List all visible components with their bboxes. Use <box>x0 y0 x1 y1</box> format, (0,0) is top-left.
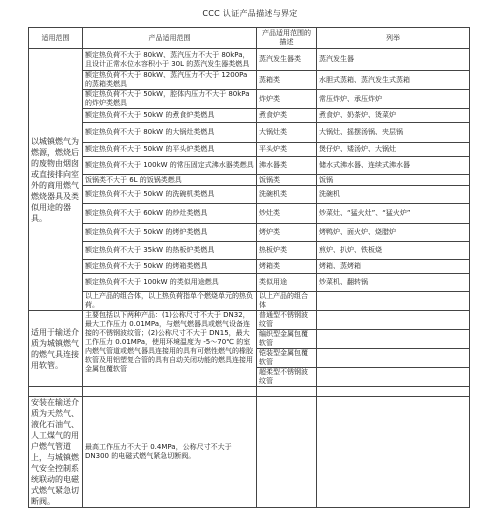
group2-ex-1 <box>317 330 470 349</box>
table-row <box>29 292 470 311</box>
group1-ex-2: 常压炸炉、承压炸炉 <box>317 90 470 109</box>
group1-desc-13: 类似用途 <box>257 274 317 292</box>
group1-range-6: 额定热负荷不大于 100kW 的常压固定式沸水器类燃具 <box>83 157 257 175</box>
table-row <box>29 49 470 71</box>
group2-scope: 适用于输送介质为城镇燃气的燃气具连接用软管。 <box>29 311 83 387</box>
header-examples: 列举 <box>317 28 470 49</box>
group1-range-9: 额定热负荷不大于 60kW 的炒灶类燃具 <box>83 204 257 224</box>
group1-desc-2: 炸炉类 <box>257 90 317 109</box>
group1-range-8: 额定热负荷不大于 50kW 的洗碗机类燃具 <box>83 186 257 204</box>
table-row <box>29 109 470 123</box>
table-row <box>29 157 470 175</box>
group1-ex-0: 蒸汽发生器 <box>317 49 470 71</box>
group2-ex-2 <box>317 349 470 368</box>
group1-ex-5: 煲仔炉、矮汤炉、大锅灶 <box>317 143 470 157</box>
group1-ex-7: 饭锅 <box>317 175 470 186</box>
table-row <box>29 260 470 274</box>
group1-ex-8: 洗碗机 <box>317 186 470 204</box>
group1-desc-11: 热板炉类 <box>257 242 317 260</box>
group1-ex-3: 煮食炉、奶茶炉、烫菜炉 <box>317 109 470 123</box>
group1-desc-4: 大锅灶类 <box>257 123 317 143</box>
table-row <box>29 175 470 186</box>
spacer-cell <box>83 387 257 397</box>
group1-ex-13: 炒菜机、翻转锅 <box>317 274 470 292</box>
group1-range-13: 额定热负荷不大于 100kW 的类似用途燃具 <box>83 274 257 292</box>
group1-range-12: 额定热负荷不大于 50kW 的烤箱类燃具 <box>83 260 257 274</box>
group1-ex-14 <box>317 292 470 311</box>
table-row <box>29 204 470 224</box>
group1-ex-6: 储水式沸水器、连续式沸水器 <box>317 157 470 175</box>
group1-ex-11: 煎炉、扒炉、铁板烧 <box>317 242 470 260</box>
group1-range-11: 额定热负荷不大于 35kW 的热板炉类燃具 <box>83 242 257 260</box>
group1-ex-9: 炒菜灶、“猛火灶”、“猛火炉” <box>317 204 470 224</box>
group2-ex-0 <box>317 311 470 330</box>
group2-range: 主要包括以下两种产品：(1)公称尺寸不大于 DN32，最大工作压力 0.01MPa，与燃气燃器具或燃气设备连接的不锈钢波纹管；(2)公称尺寸不大于 DN15，最大工作压力 0.01MPa，使用环境温度为 -5～70℃ 的室内燃气管道或燃气器具连接用的具有可燃性燃气的橡胶软管及用铝塑复合管的具有自动关闭功能的燃具连接用金属包覆软管 <box>83 311 257 387</box>
table-header-row <box>29 28 470 49</box>
group1-ex-12: 烤箱、蒸烤箱 <box>317 260 470 274</box>
group1-desc-9: 炒灶类 <box>257 204 317 224</box>
spacer-cell <box>29 387 83 397</box>
group3-ex <box>317 397 470 508</box>
group1-range-0: 额定热负荷不大于 80kW、蒸汽压力不大于 80kPa，且设计正常水位水容积小于 30L 的蒸汽发生器类燃具 <box>83 49 257 71</box>
group1-range-7: 饭锅类不大于 6L 的饭锅类燃具 <box>83 175 257 186</box>
group1-desc-14: 以上产品的组合体 <box>257 292 317 311</box>
group2-ex-3 <box>317 368 470 387</box>
group3-range: 最高工作压力不大于 0.4MPa，公称尺寸不大于 DN300 的电磁式燃气紧急切断阀。 <box>83 397 257 508</box>
table-row <box>29 397 470 508</box>
group2-desc-3: 超柔型不锈钢波纹管 <box>257 368 317 387</box>
table-row <box>29 274 470 292</box>
group1-desc-5: 平头炉类 <box>257 143 317 157</box>
group1-range-2: 额定热负荷不大于 50kW，腔体内压力不大于 80kPa 的炸炉类燃具 <box>83 90 257 109</box>
spacer-cell <box>317 387 470 397</box>
document-title: CCC 认证产品描述与界定 <box>202 9 298 18</box>
header-description: 产品适用范围的描述 <box>257 28 317 49</box>
header-product-scope: 产品适用范围 <box>83 28 257 49</box>
group3-scope: 安装在输送介质为天然气、液化石油气、人工煤气的用户燃气管道上，与城镇燃气安全控制系统联动的电磁式燃气紧急切断阀。 <box>29 397 83 508</box>
group3-desc <box>257 397 317 508</box>
group1-ex-4: 大锅灶、摇摆汤锅、夹层锅 <box>317 123 470 143</box>
table-row <box>29 186 470 204</box>
table-row <box>29 90 470 109</box>
group1-desc-7: 饭锅类 <box>257 175 317 186</box>
group1-ex-10: 烤鸭炉、面火炉、烧腊炉 <box>317 224 470 242</box>
group1-range-14: 以上产品的组合体，以上热负荷指单个燃烧单元的热负荷。 <box>83 292 257 311</box>
table-row <box>29 143 470 157</box>
group1-desc-12: 烤箱类 <box>257 260 317 274</box>
table-row <box>29 242 470 260</box>
group1-range-4: 额定热负荷不大于 80kW 的大锅灶类燃具 <box>83 123 257 143</box>
group2-desc-2: 铠装型金属包覆软管 <box>257 349 317 368</box>
group1-ex-1: 水胆式蒸箱、蒸汽发生式蒸箱 <box>317 71 470 90</box>
group1-desc-1: 蒸箱类 <box>257 71 317 90</box>
group2-desc-0: 普通型不锈钢波纹管 <box>257 311 317 330</box>
table-body <box>29 49 470 508</box>
group2-desc-1: 编织型金属包覆软管 <box>257 330 317 349</box>
group1-range-5: 额定热负荷不大于 50kW 的平头炉类燃具 <box>83 143 257 157</box>
group1-desc-8: 洗碗机类 <box>257 186 317 204</box>
group1-desc-6: 沸水器类 <box>257 157 317 175</box>
header-scope: 适用范围 <box>29 28 83 49</box>
table-row <box>29 71 470 90</box>
group1-scope: 以城镇燃气为燃源，燃烧后的废物由烟囱或直接排向室外的商用燃气燃烧器具及类似用途的器具。 <box>29 49 83 311</box>
group1-desc-3: 煮食炉类 <box>257 109 317 123</box>
scope-table <box>28 27 470 508</box>
group1-range-1: 额定热负荷不大于 80kW、蒸汽压力不大于 1200Pa 的蒸箱类燃具 <box>83 71 257 90</box>
table-row <box>29 311 470 330</box>
group1-range-3: 额定热负荷不大于 50kW 的煮食炉类燃具 <box>83 109 257 123</box>
table-row <box>29 123 470 143</box>
spacer-cell <box>257 387 317 397</box>
table-row <box>29 224 470 242</box>
group1-range-10: 额定热负荷不大于 50kW 的烤炉类燃具 <box>83 224 257 242</box>
group1-desc-10: 烤炉类 <box>257 224 317 242</box>
table-spacer-row <box>29 387 470 397</box>
group1-desc-0: 蒸汽发生器类 <box>257 49 317 71</box>
